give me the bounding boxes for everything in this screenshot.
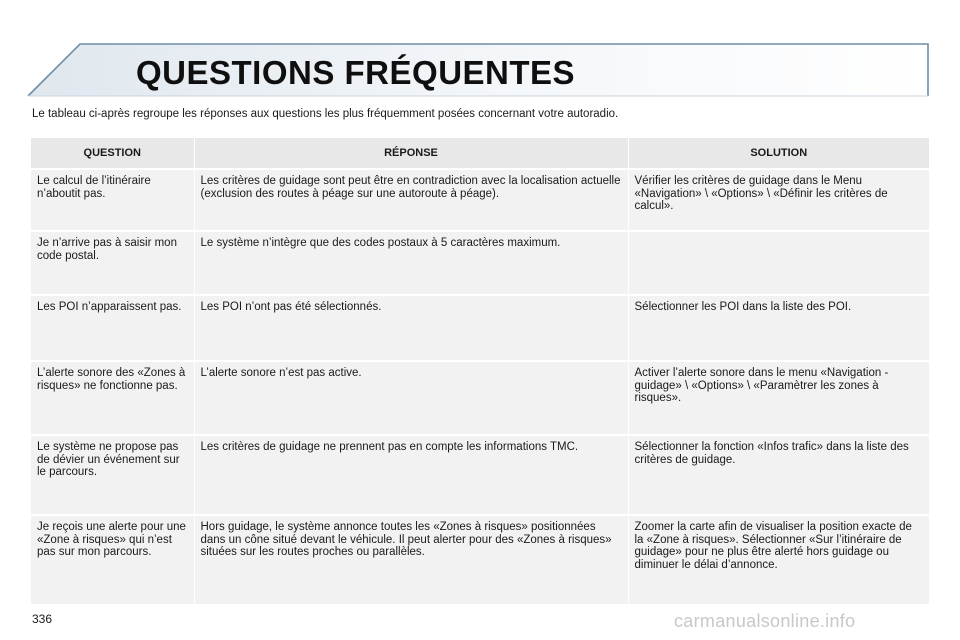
answer-cell: Hors guidage, le système annonce toutes les «Zones à risques» positionnées dans un cône situé devant le véhicule. Il peut alerter pour des «Zones à risques» situées sur les routes proches ou parallèles. <box>194 515 628 605</box>
answer-cell: Le système n’intègre que des codes postaux à 5 caractères maximum. <box>194 231 628 295</box>
solution-cell: Sélectionner les POI dans la liste des POI. <box>628 295 929 361</box>
table-row <box>31 231 929 295</box>
page-title: QUESTIONS FRÉQUENTES <box>136 54 576 91</box>
answer-cell: Les POI n’ont pas été sélectionnés. <box>194 295 628 361</box>
table-row <box>31 435 929 515</box>
table-row <box>31 169 929 231</box>
table-header-row <box>31 138 929 169</box>
table-row <box>31 361 929 435</box>
solution-cell <box>628 231 929 295</box>
faq-table <box>31 138 929 606</box>
table-row <box>31 515 929 605</box>
solution-cell: Sélectionner la fonction «Infos trafic» dans la liste des critères de guidage. <box>628 435 929 515</box>
answer-cell: L’alerte sonore n’est pas active. <box>194 361 628 435</box>
question-cell: Je reçois une alerte pour une «Zone à risques» qui n’est pas sur mon parcours. <box>31 515 194 605</box>
column-header-solution: SOLUTION <box>628 138 929 169</box>
question-cell: L’alerte sonore des «Zones à risques» ne fonctionne pas. <box>31 361 194 435</box>
column-header-question: QUESTION <box>31 138 194 169</box>
solution-cell: Vérifier les critères de guidage dans le Menu «Navigation» \ «Options» \ «Définir les critères de calcul». <box>628 169 929 231</box>
column-header-answer: RÉPONSE <box>194 138 628 169</box>
question-cell: Les POI n’apparaissent pas. <box>31 295 194 361</box>
question-cell: Je n’arrive pas à saisir mon code postal. <box>31 231 194 295</box>
answer-cell: Les critères de guidage ne prennent pas en compte les informations TMC. <box>194 435 628 515</box>
solution-cell: Activer l’alerte sonore dans le menu «Navigation - guidage» \ «Options» \ «Paramètrer les zones à risques». <box>628 361 929 435</box>
page-number: 336 <box>32 612 53 626</box>
watermark: carmanualsonline.info <box>674 611 856 631</box>
answer-cell: Les critères de guidage sont peut être en contradiction avec la localisation actuelle (exclusion des routes à péage sur une autoroute à péage). <box>194 169 628 231</box>
header-band <box>0 0 960 108</box>
question-cell: Le système ne propose pas de dévier un événement sur le parcours. <box>31 435 194 515</box>
intro-text: Le tableau ci-après regroupe les réponses aux questions les plus fréquemment posées concernant votre autoradio. <box>32 108 619 120</box>
solution-cell: Zoomer la carte afin de visualiser la position exacte de la «Zone à risques». Sélectionner «Sur l’itinéraire de guidage» pour ne plus être alerté hors guidage ou diminuer le délai d’annonce. <box>628 515 929 605</box>
question-cell: Le calcul de l’itinéraire n’aboutit pas. <box>31 169 194 231</box>
table-row <box>31 295 929 361</box>
